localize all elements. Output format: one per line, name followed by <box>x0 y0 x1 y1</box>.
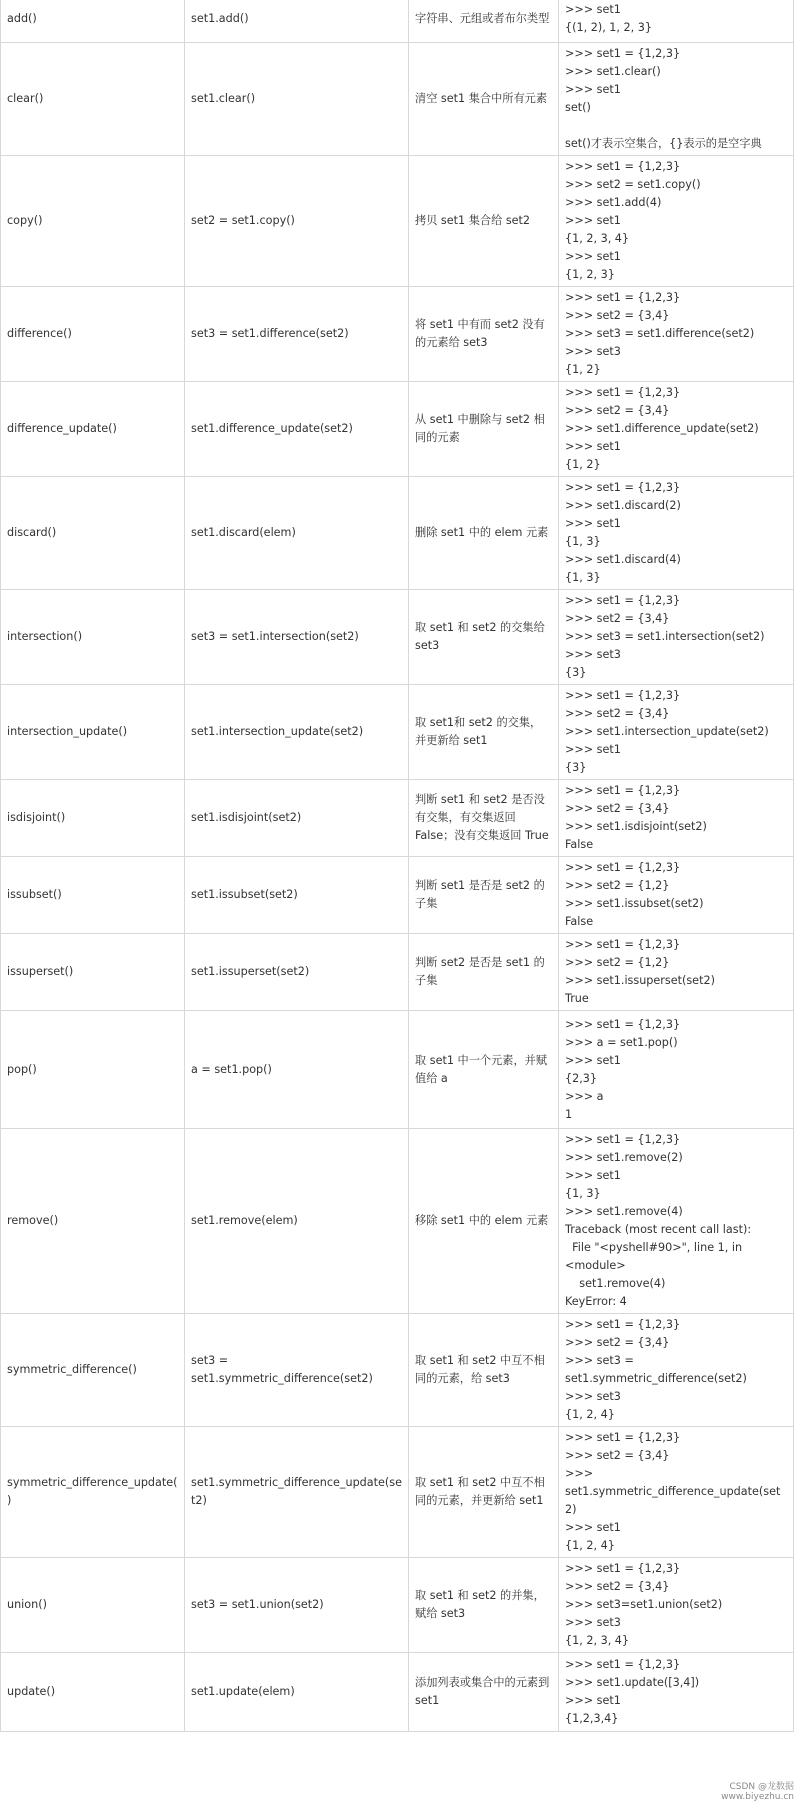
description-cell: 判断 set2 是否是 set1 的子集 <box>409 934 559 1011</box>
table-row <box>1 1653 794 1732</box>
method-name-cell: clear() <box>1 43 185 156</box>
example-cell: >>> set1 = {1,2,3} >>> set2 = {3,4} >>> set1.isdisjoint(set2) False <box>559 780 794 857</box>
description-cell: 取 set1 和 set2 的并集，赋给 set3 <box>409 1558 559 1653</box>
table-row <box>1 590 794 685</box>
table-row <box>1 1129 794 1314</box>
description-cell: 取 set1 和 set2 中互不相同的元素，给 set3 <box>409 1314 559 1427</box>
table-row <box>1 934 794 1011</box>
table-row <box>1 685 794 780</box>
usage-cell: set1.symmetric_difference_update(set2) <box>185 1427 409 1558</box>
method-name-cell: intersection() <box>1 590 185 685</box>
description-cell: 移除 set1 中的 elem 元素 <box>409 1129 559 1314</box>
method-name-cell: difference_update() <box>1 382 185 477</box>
usage-cell: a = set1.pop() <box>185 1011 409 1129</box>
usage-cell: set3 = set1.intersection(set2) <box>185 590 409 685</box>
watermark-line-1: CSDN @龙数据 <box>729 1782 794 1792</box>
method-name-cell: remove() <box>1 1129 185 1314</box>
table-row <box>1 382 794 477</box>
example-cell: >>> set1 = {1,2,3} >>> set1.remove(2) >>> set1 {1, 3} >>> set1.remove(4) Traceback (most recent call last): File "<pyshell#90>", line 1, in <module> set1.remove(4) KeyError: 4 <box>559 1129 794 1314</box>
usage-cell: set3 = set1.difference(set2) <box>185 287 409 382</box>
table-row <box>1 1011 794 1129</box>
table-row <box>1 857 794 934</box>
example-cell: >>> set1 = {1,2,3} >>> a = set1.pop() >>> set1 {2,3} >>> a 1 <box>559 1011 794 1129</box>
usage-cell: set1.remove(elem) <box>185 1129 409 1314</box>
method-name-cell: difference() <box>1 287 185 382</box>
usage-cell: set1.add() <box>185 0 409 43</box>
description-cell: 将 set1 中有而 set2 没有的元素给 set3 <box>409 287 559 382</box>
method-name-cell: add() <box>1 0 185 43</box>
watermark-line-2: www.biyezhu.cn <box>721 1792 794 1802</box>
example-cell: >>> set1 = {1,2,3} >>> set2 = {3,4} >>> set1.symmetric_difference_update(set2) >>> set1 {1, 2, 4} <box>559 1427 794 1558</box>
example-cell: >>> set1 {(1, 2), 1, 2, 3} <box>559 0 794 43</box>
table-row <box>1 1558 794 1653</box>
method-name-cell: symmetric_difference() <box>1 1314 185 1427</box>
method-name-cell: copy() <box>1 156 185 287</box>
method-name-cell: isdisjoint() <box>1 780 185 857</box>
description-cell: 取 set1 和 set2 中互不相同的元素，并更新给 set1 <box>409 1427 559 1558</box>
table-row <box>1 780 794 857</box>
usage-cell: set3 = set1.union(set2) <box>185 1558 409 1653</box>
method-name-cell: intersection_update() <box>1 685 185 780</box>
description-cell: 拷贝 set1 集合给 set2 <box>409 156 559 287</box>
description-cell: 删除 set1 中的 elem 元素 <box>409 477 559 590</box>
method-name-cell: discard() <box>1 477 185 590</box>
description-cell: 取 set1 和 set2 的交集给 set3 <box>409 590 559 685</box>
example-cell: >>> set1 = {1,2,3} >>> set2 = {3,4} >>> set1.intersection_update(set2) >>> set1 {3} <box>559 685 794 780</box>
example-cell: >>> set1 = {1,2,3} >>> set2 = {3,4} >>> set3 = set1.intersection(set2) >>> set3 {3} <box>559 590 794 685</box>
usage-cell: set1.intersection_update(set2) <box>185 685 409 780</box>
example-cell: >>> set1 = {1,2,3} >>> set2 = {3,4} >>> set3=set1.union(set2) >>> set3 {1, 2, 3, 4} <box>559 1558 794 1653</box>
example-cell: >>> set1 = {1,2,3} >>> set2 = {1,2} >>> set1.issubset(set2) False <box>559 857 794 934</box>
description-cell: 从 set1 中删除与 set2 相同的元素 <box>409 382 559 477</box>
description-cell: 取 set1和 set2 的交集，并更新给 set1 <box>409 685 559 780</box>
table-row <box>1 0 794 43</box>
usage-cell: set3 = set1.symmetric_difference(set2) <box>185 1314 409 1427</box>
method-name-cell: issubset() <box>1 857 185 934</box>
usage-cell: set1.isdisjoint(set2) <box>185 780 409 857</box>
description-cell: 判断 set1 是否是 set2 的子集 <box>409 857 559 934</box>
description-cell: 字符串、元组或者布尔类型 <box>409 0 559 43</box>
example-cell: >>> set1 = {1,2,3} >>> set2 = {3,4} >>> set3 = set1.symmetric_difference(set2) >>> set3 {1, 2, 4} <box>559 1314 794 1427</box>
method-name-cell: symmetric_difference_update() <box>1 1427 185 1558</box>
table-row <box>1 1427 794 1558</box>
example-cell: >>> set1 = {1,2,3} >>> set1.clear() >>> set1 set() set()才表示空集合，{}表示的是空字典 <box>559 43 794 156</box>
table-row <box>1 156 794 287</box>
usage-cell: set1.difference_update(set2) <box>185 382 409 477</box>
usage-cell: set1.update(elem) <box>185 1653 409 1732</box>
method-name-cell: issuperset() <box>1 934 185 1011</box>
method-name-cell: pop() <box>1 1011 185 1129</box>
example-cell: >>> set1 = {1,2,3} >>> set2 = {1,2} >>> set1.issuperset(set2) True <box>559 934 794 1011</box>
example-cell: >>> set1 = {1,2,3} >>> set1.update([3,4]) >>> set1 {1,2,3,4} <box>559 1653 794 1732</box>
table-row <box>1 43 794 156</box>
set-methods-table-body <box>1 0 794 1732</box>
usage-cell: set2 = set1.copy() <box>185 156 409 287</box>
example-cell: >>> set1 = {1,2,3} >>> set1.discard(2) >>> set1 {1, 3} >>> set1.discard(4) {1, 3} <box>559 477 794 590</box>
usage-cell: set1.issubset(set2) <box>185 857 409 934</box>
watermark <box>721 1782 794 1802</box>
usage-cell: set1.issuperset(set2) <box>185 934 409 1011</box>
example-cell: >>> set1 = {1,2,3} >>> set2 = {3,4} >>> set3 = set1.difference(set2) >>> set3 {1, 2} <box>559 287 794 382</box>
description-cell: 取 set1 中一个元素，并赋值给 a <box>409 1011 559 1129</box>
usage-cell: set1.discard(elem) <box>185 477 409 590</box>
table-row <box>1 477 794 590</box>
description-cell: 清空 set1 集合中所有元素 <box>409 43 559 156</box>
method-name-cell: union() <box>1 1558 185 1653</box>
table-row <box>1 287 794 382</box>
example-cell: >>> set1 = {1,2,3} >>> set2 = {3,4} >>> set1.difference_update(set2) >>> set1 {1, 2} <box>559 382 794 477</box>
method-name-cell: update() <box>1 1653 185 1732</box>
description-cell: 添加列表或集合中的元素到 set1 <box>409 1653 559 1732</box>
description-cell: 判断 set1 和 set2 是否没有交集，有交集返回 False；没有交集返回 True <box>409 780 559 857</box>
usage-cell: set1.clear() <box>185 43 409 156</box>
example-cell: >>> set1 = {1,2,3} >>> set2 = set1.copy() >>> set1.add(4) >>> set1 {1, 2, 3, 4} >>> set1 {1, 2, 3} <box>559 156 794 287</box>
table-row <box>1 1314 794 1427</box>
